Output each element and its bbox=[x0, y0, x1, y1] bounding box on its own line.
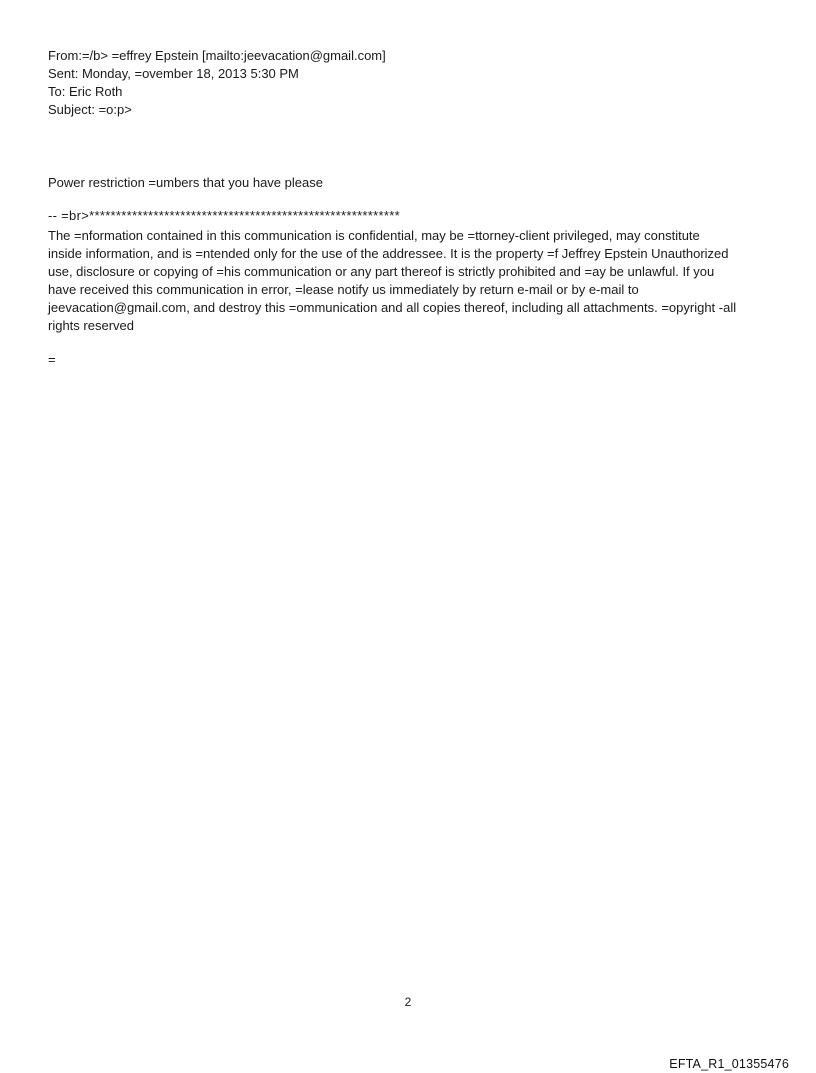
disclaimer-line: jeevacation@gmail.com, and destroy this =ommunication and all copies thereof, including all attachments. =opyright -all bbox=[48, 300, 737, 315]
bates-number: EFTA_R1_01355476 bbox=[669, 1057, 789, 1071]
email-to-line: To: Eric Roth bbox=[48, 84, 123, 99]
disclaimer-line: inside information, and is =ntended only for the use of the addressee. It is the property =f Jeffrey Epstein Unauthorized bbox=[48, 246, 729, 261]
disclaimer-line: The =nformation contained in this communication is confidential, may be =ttorney-client privileged, may constitute bbox=[48, 228, 700, 243]
disclaimer-line: rights reserved bbox=[48, 318, 134, 333]
page-number: 2 bbox=[404, 995, 412, 1009]
trailing-marker: = bbox=[48, 352, 56, 367]
email-from-line: From:=/b> =effrey Epstein [mailto:jeevacation@gmail.com] bbox=[48, 48, 386, 63]
disclaimer-line: use, disclosure or copying of =his communication or any part thereof is strictly prohibited and =ay be unlawful. If you bbox=[48, 264, 715, 279]
message-body: Power restriction =umbers that you have please bbox=[48, 175, 323, 190]
confidentiality-disclaimer bbox=[48, 227, 778, 335]
email-subject-line: Subject: =o:p> bbox=[48, 102, 132, 117]
email-header bbox=[48, 47, 768, 119]
disclaimer-line: have received this communication in error, =lease notify us immediately by return e-mail or by e-mail to bbox=[48, 282, 639, 297]
email-sent-line: Sent: Monday, =ovember 18, 2013 5:30 PM bbox=[48, 66, 299, 81]
signature-separator: -- =br>********************************************************** bbox=[48, 208, 400, 223]
